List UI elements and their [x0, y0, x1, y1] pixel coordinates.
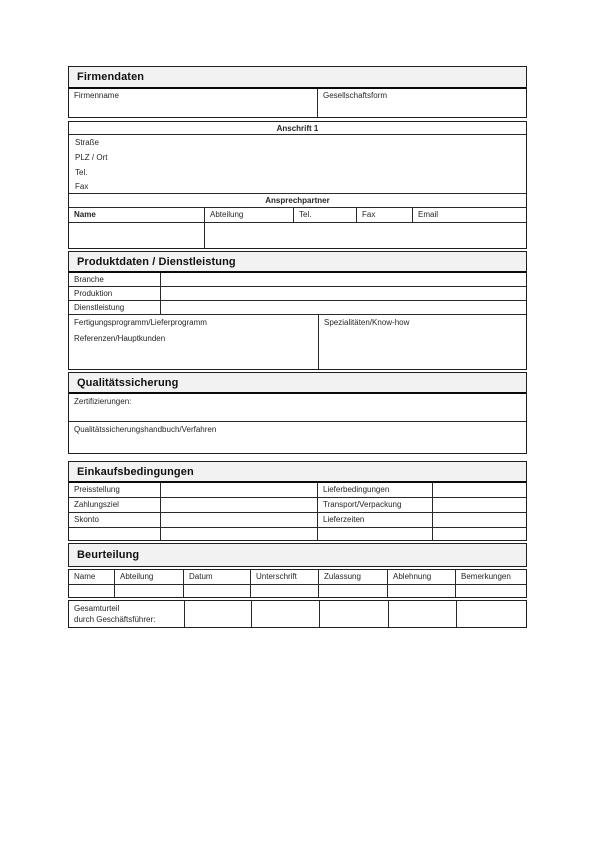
col-header-name: Name [69, 208, 205, 222]
beurteilung-ablehnung-field[interactable] [388, 585, 456, 597]
beurteilung-zulassung-field[interactable] [319, 585, 388, 597]
beurteilung-table [68, 569, 527, 598]
gesamturteil-bemerkungen-field[interactable] [457, 601, 526, 627]
spezialitaeten-label: Spezialitäten/Know-how [324, 318, 410, 327]
beurteilung-col-unterschrift: Unterschrift [251, 570, 319, 584]
plz-ort-label: PLZ / Ort [75, 152, 108, 162]
dienstleistung-label: Dienstleistung [69, 301, 161, 314]
produktion-label: Produktion [69, 287, 161, 300]
beurteilung-col-name: Name [69, 570, 115, 584]
beurteilung-datum-field[interactable] [184, 585, 251, 597]
transport-verpackung-field[interactable] [433, 498, 526, 512]
section-produktdaten [68, 251, 527, 370]
beurteilung-unterschrift-field[interactable] [251, 585, 319, 597]
branche-field[interactable] [161, 273, 526, 286]
zertifizierungen-field[interactable] [69, 394, 526, 421]
col-header-abteilung: Abteilung [205, 208, 294, 222]
beurteilung-col-zulassung: Zulassung [319, 570, 388, 584]
preisstellung-field[interactable] [161, 483, 318, 497]
col-header-tel: Tel. [294, 208, 357, 222]
tel-label: Tel. [75, 167, 88, 177]
einkauf-extra-label2-field[interactable] [318, 528, 433, 540]
spezialitaeten-field[interactable] [319, 315, 526, 369]
section-title-produktdaten: Produktdaten / Dienstleistung [69, 252, 526, 273]
gesamturteil-label-line1: Gesamturteil [74, 604, 120, 613]
dienstleistung-field[interactable] [161, 301, 526, 314]
beurteilung-abteilung-field[interactable] [115, 585, 184, 597]
anschrift-title: Anschrift 1 [69, 122, 526, 135]
supplier-form [68, 66, 527, 628]
skonto-label: Skonto [69, 513, 161, 527]
section-title-firmendaten: Firmendaten [69, 67, 526, 89]
section-title-einkaufsbedingungen: Einkaufsbedingungen [69, 462, 526, 483]
section-anschrift [68, 121, 527, 249]
col-header-fax: Fax [357, 208, 413, 222]
gesamturteil-table [68, 600, 527, 628]
beurteilung-col-datum: Datum [184, 570, 251, 584]
lieferbedingungen-field[interactable] [433, 483, 526, 497]
anschrift-field[interactable] [69, 135, 526, 194]
einkauf-extra-value-field[interactable] [161, 528, 318, 540]
fax-label: Fax [75, 182, 89, 192]
section-beurteilung-header [68, 543, 527, 567]
preisstellung-label: Preisstellung [69, 483, 161, 497]
lieferzeiten-label: Lieferzeiten [318, 513, 433, 527]
gesamturteil-label-line2: durch Geschäftsführer: [74, 615, 156, 624]
gesellschaftsform-label: Gesellschaftsform [323, 91, 388, 100]
beurteilung-col-abteilung: Abteilung [115, 570, 184, 584]
gesamturteil-datum-field[interactable] [185, 601, 252, 627]
fertigungsprogramm-field[interactable] [69, 315, 319, 369]
lieferzeiten-field[interactable] [433, 513, 526, 527]
gesamturteil-zulassung-field[interactable] [320, 601, 389, 627]
beurteilung-name-field[interactable] [69, 585, 115, 597]
section-einkaufsbedingungen [68, 461, 527, 541]
fertigungsprogramm-label: Fertigungsprogramm/Lieferprogramm [74, 318, 207, 327]
ansprechpartner-title: Ansprechpartner [69, 194, 526, 208]
firmenname-label: Firmenname [74, 91, 119, 100]
zertifizierungen-label: Zertifizierungen: [74, 397, 132, 406]
gesamturteil-ablehnung-field[interactable] [389, 601, 457, 627]
produktion-field[interactable] [161, 287, 526, 300]
section-title-qualitaetssicherung: Qualitätssicherung [69, 373, 526, 394]
gesamturteil-label-cell [69, 601, 185, 627]
strasse-label: Straße [75, 138, 100, 147]
section-title-beurteilung: Beurteilung [69, 544, 526, 566]
einkauf-extra-label-field[interactable] [69, 528, 161, 540]
section-firmendaten [68, 66, 527, 118]
referenzen-label: Referenzen/Hauptkunden [74, 334, 166, 343]
einkauf-extra-value2-field[interactable] [433, 528, 526, 540]
gesamturteil-unterschrift-field[interactable] [252, 601, 320, 627]
gesellschaftsform-field[interactable] [318, 89, 526, 117]
firmenname-field[interactable] [69, 89, 318, 117]
skonto-field[interactable] [161, 513, 318, 527]
qs-handbuch-label: Qualitätssicherungshandbuch/Verfahren [74, 425, 217, 434]
ansprechpartner-details-field[interactable] [205, 223, 526, 248]
ansprechpartner-name-field[interactable] [69, 223, 205, 248]
zahlungsziel-field[interactable] [161, 498, 318, 512]
section-qualitaetssicherung [68, 372, 527, 454]
col-header-email: Email [418, 210, 439, 219]
beurteilung-bemerkungen-field[interactable] [456, 585, 526, 597]
branche-label: Branche [69, 273, 161, 286]
qs-handbuch-field[interactable] [69, 422, 526, 453]
lieferbedingungen-label: Lieferbedingungen [318, 483, 433, 497]
zahlungsziel-label: Zahlungsziel [69, 498, 161, 512]
beurteilung-col-ablehnung: Ablehnung [388, 570, 456, 584]
transport-verpackung-label: Transport/Verpackung [318, 498, 433, 512]
beurteilung-col-bemerkungen: Bemerkungen [461, 572, 511, 581]
